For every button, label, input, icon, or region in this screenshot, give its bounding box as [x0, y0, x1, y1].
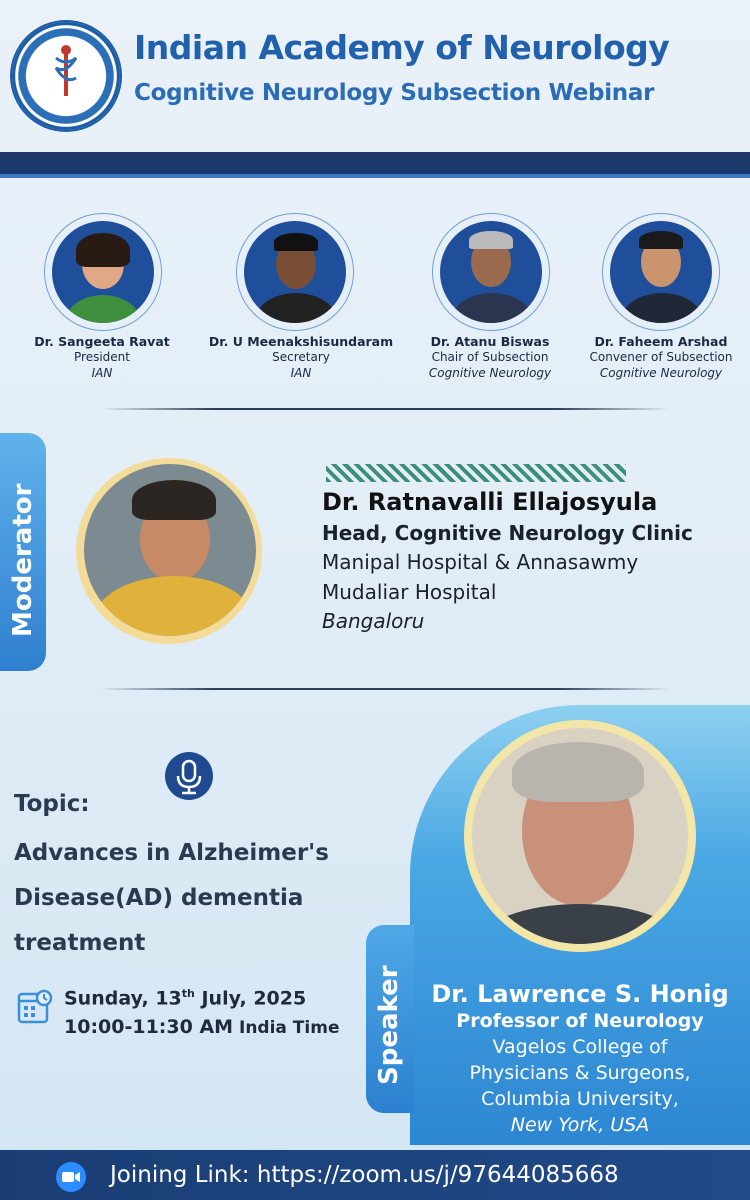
official-org: IAN [290, 366, 312, 380]
section-divider [100, 688, 670, 690]
speaker-name: Dr. Lawrence S. Honig [431, 980, 729, 1008]
caduceus-icon [48, 44, 84, 100]
event-date: Sunday, 13th July, 2025 [64, 987, 307, 1010]
official-name: Dr. Faheem Arshad [594, 334, 728, 349]
microphone-icon [165, 752, 213, 800]
page-title: Indian Academy of Neurology [134, 28, 670, 67]
speaker-line2: Physicians & Surgeons, [469, 1062, 691, 1084]
header-bar [0, 152, 750, 174]
official-name: Dr. U Meenakshisundaram [208, 334, 394, 349]
official-name: Dr. Sangeeta Ravat [34, 334, 170, 349]
moderator-hospital-line2: Mudaliar Hospital [322, 580, 497, 604]
official-photo-3 [440, 221, 542, 323]
speaker-tab [366, 925, 414, 1113]
moderator-hospital-line1: Manipal Hospital & Annasawmy [322, 550, 639, 574]
accent-hatch [326, 464, 626, 482]
section-divider [100, 408, 670, 410]
speaker-location: New York, USA [510, 1114, 650, 1136]
ian-logo [12, 22, 120, 130]
zoom-icon [56, 1162, 86, 1192]
microphone-badge [165, 752, 213, 800]
official-org: Cognitive Neurology [428, 366, 552, 380]
official-photo-4 [610, 221, 712, 323]
speaker-tab-label: Speaker [374, 965, 404, 1085]
moderator-title: Head, Cognitive Neurology Clinic [322, 521, 693, 545]
moderator-tab-label: Moderator [8, 483, 38, 637]
moderator-name: Dr. Ratnavalli Ellajosyula [322, 488, 658, 516]
topic-line3: treatment [14, 930, 146, 956]
official-name: Dr. Atanu Biswas [430, 334, 550, 349]
official-role: Secretary [272, 350, 330, 364]
speaker-line3: Columbia University, [481, 1088, 679, 1110]
moderator-city: Bangaloru [322, 609, 425, 633]
topic-line2: Disease(AD) dementia [14, 885, 304, 911]
speaker-title: Professor of Neurology [456, 1010, 704, 1032]
calendar-clock-icon [16, 988, 54, 1026]
official-photo-1 [52, 221, 154, 323]
page-subtitle: Cognitive Neurology Subsection Webinar [134, 80, 655, 106]
topic-label: Topic: [14, 791, 90, 817]
moderator-tab [0, 433, 46, 671]
speaker-photo [472, 728, 688, 944]
event-time: 10:00-11:30 AM India Time [64, 1016, 340, 1038]
speaker-line1: Vagelos College of [492, 1036, 668, 1058]
topic-line1: Advances in Alzheimer's [14, 840, 329, 866]
official-photo-2 [244, 221, 346, 323]
official-role: Chair of Subsection [431, 350, 549, 364]
official-role: President [74, 350, 130, 364]
official-org: Cognitive Neurology [599, 366, 723, 380]
header-bar-accent [0, 174, 750, 178]
official-role: Convener of Subsection [589, 350, 733, 364]
official-org: IAN [91, 366, 113, 380]
moderator-photo [84, 464, 256, 636]
joining-link[interactable]: Joining Link: https://zoom.us/j/97644085668 [110, 1162, 619, 1188]
